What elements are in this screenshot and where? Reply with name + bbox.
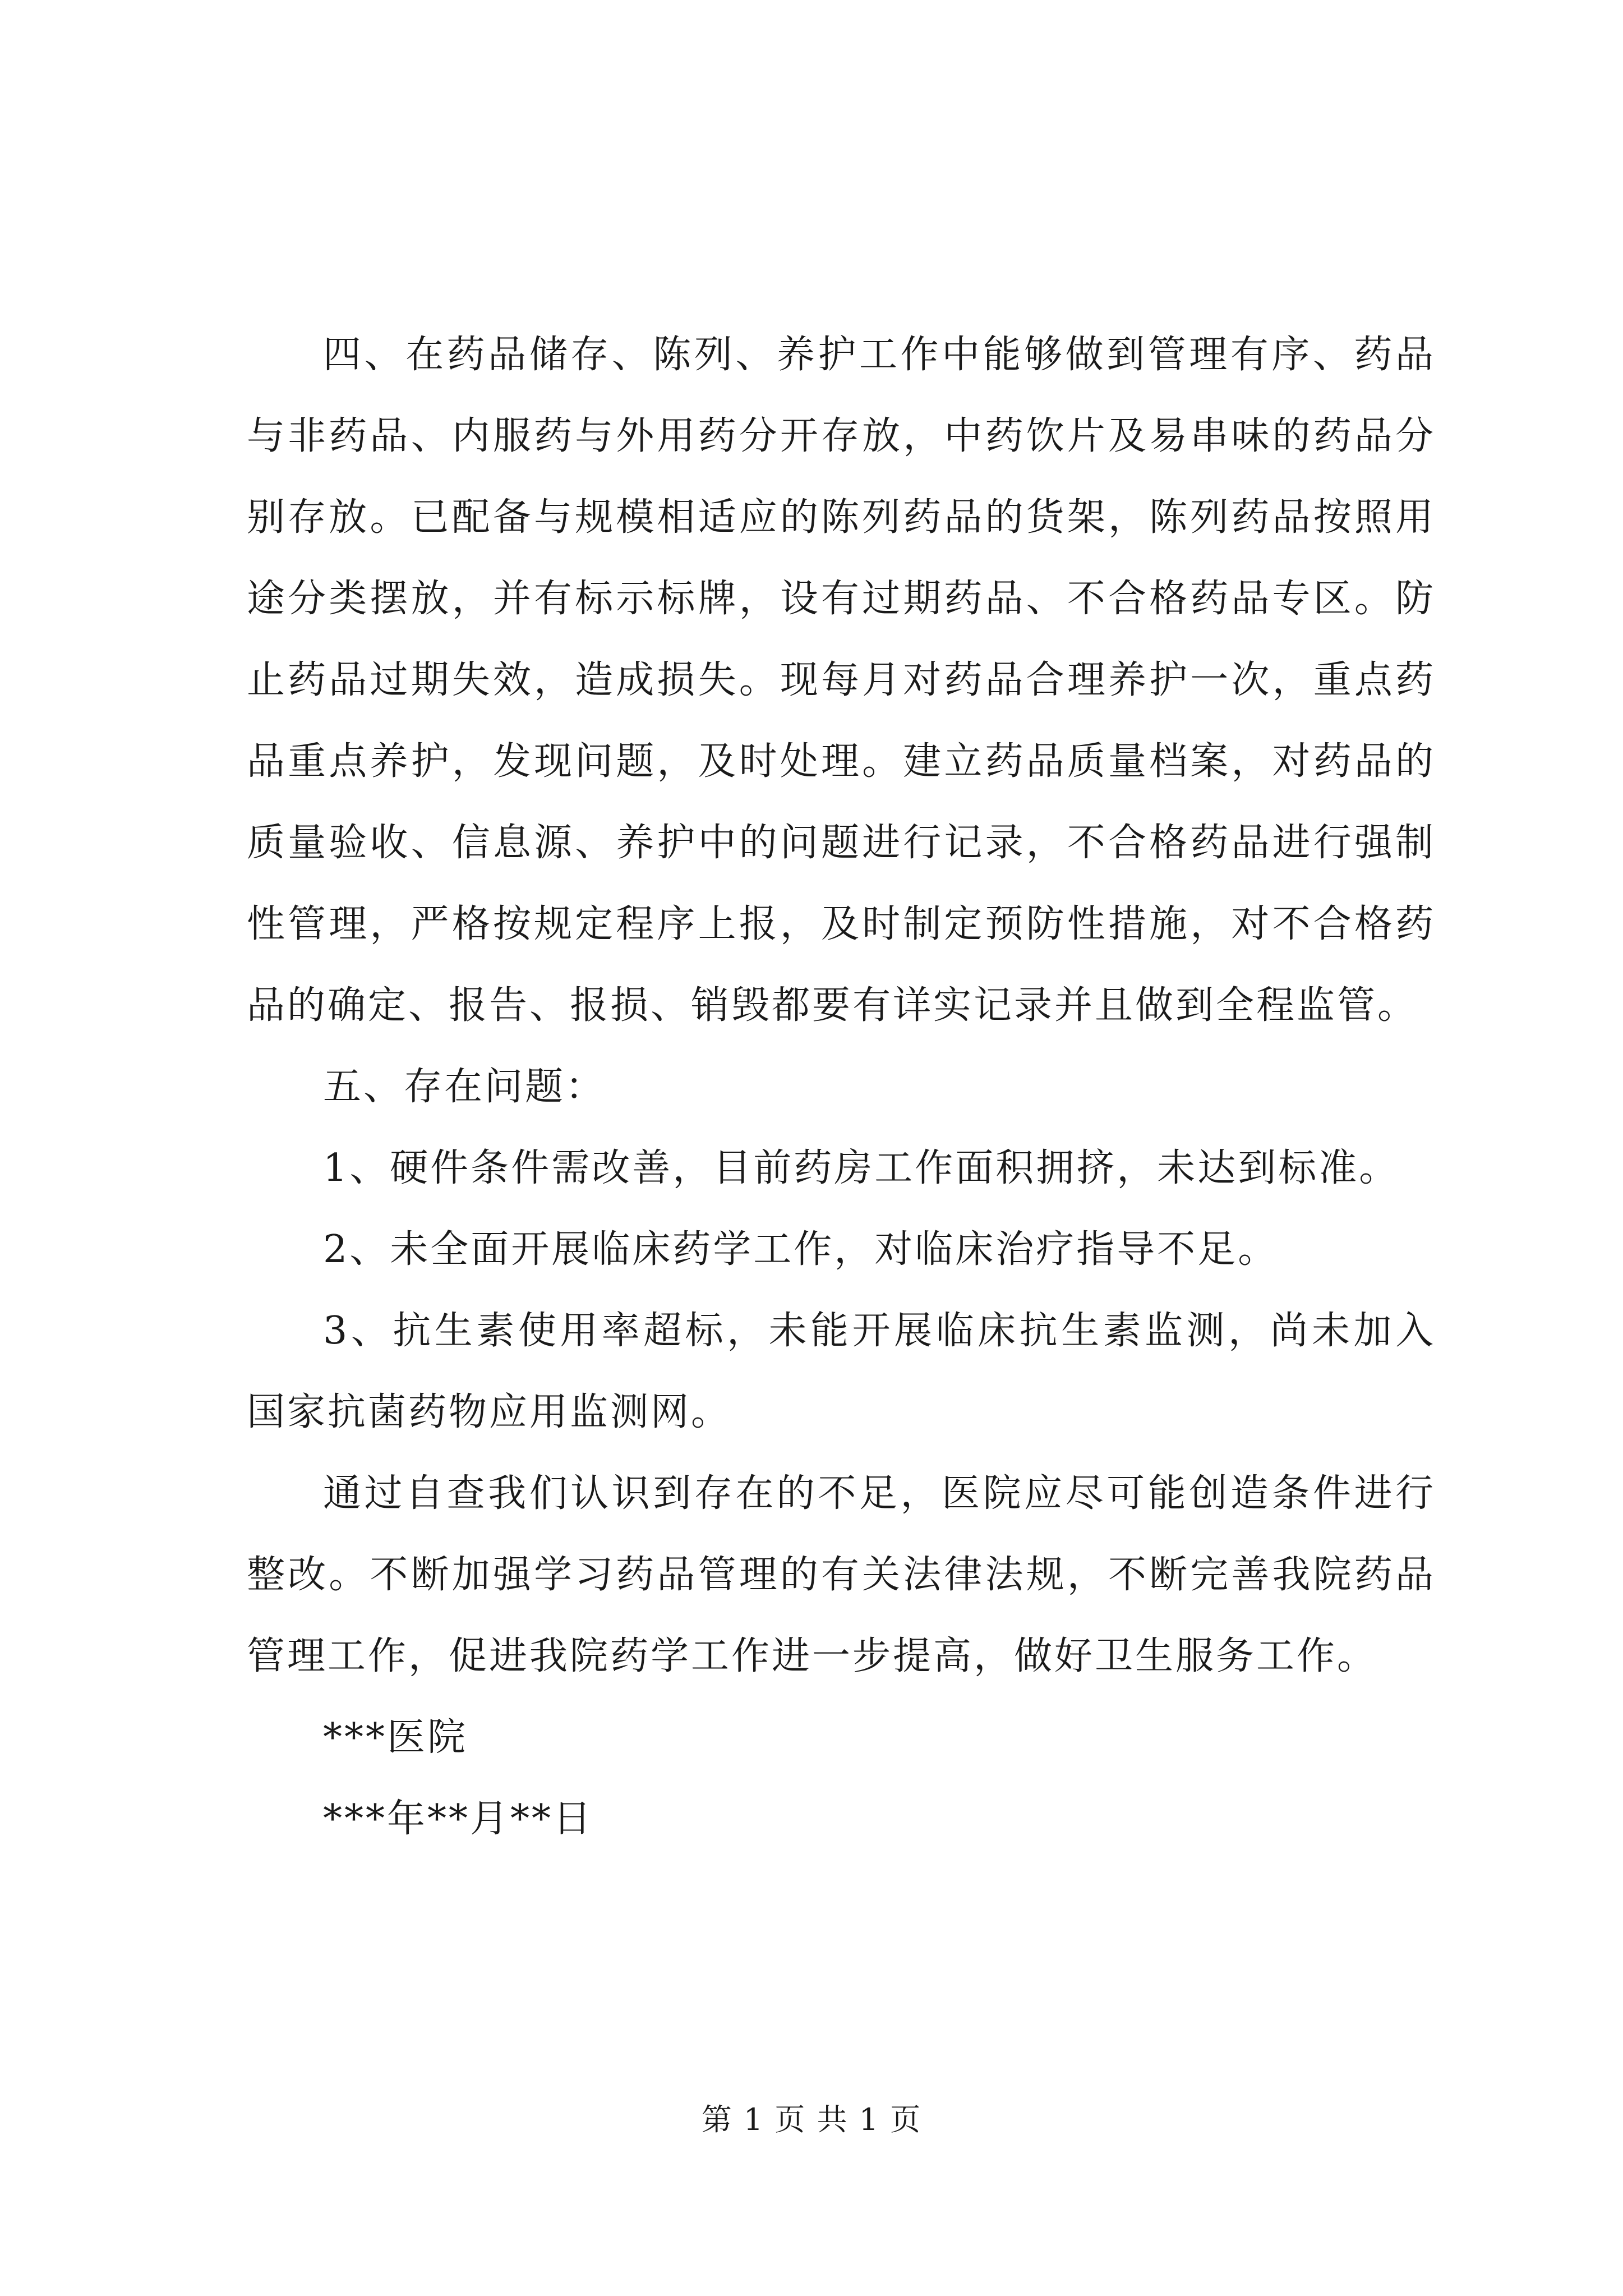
signature-date: ***年**月**日	[323, 1797, 594, 1841]
paragraph-drug-storage: 四、在药品储存、陈列、养护工作中能够做到管理有序、药品与非药品、内服药与外用药分开存放，中药饮片及易串味的药品分别存放。已配备与规模相适应的陈列药品的货架，陈列药品按照用途分类摆放，并有标示标牌，设有过期药品、不合格药品专区。防止药品过期失效，造成损失。现每月对药品合理养护一次，重点药品重点养护，发现问题，及时处理。建立药品质量档案，对药品的质量验收、信息源、养护中的问题进行记录，不合格药品进行强制性管理，严格按规定程序上报，及时制定预防性措施，对不合格药品的确定、报告、报损、销毁都要有详实记录并且做到全程监管。	[247, 333, 1436, 1028]
heading-existing-problems: 五、存在问题：	[323, 1065, 606, 1109]
document-body	[247, 314, 1436, 1860]
problem-item-3: 3、抗生素使用率超标，未能开展临床抗生素监测，尚未加入国家抗菌药物应用监测网。	[247, 1309, 1436, 1434]
problem-item-2: 2、未全面开展临床药学工作，对临床治疗指导不足。	[323, 1227, 1279, 1272]
page-number-footer: 第 1 页 共 1 页	[701, 2102, 922, 2137]
signature-hospital: ***医院	[323, 1715, 468, 1760]
paragraph-conclusion: 通过自查我们认识到存在的不足，医院应尽可能创造条件进行整改。不断加强学习药品管理的有关法律法规，不断完善我院药品管理工作，促进我院药学工作进一步提高，做好卫生服务工作。	[247, 1471, 1436, 1678]
problem-item-1: 1、硬件条件需改善，目前药房工作面积拥挤，未达到标准。	[323, 1146, 1400, 1190]
